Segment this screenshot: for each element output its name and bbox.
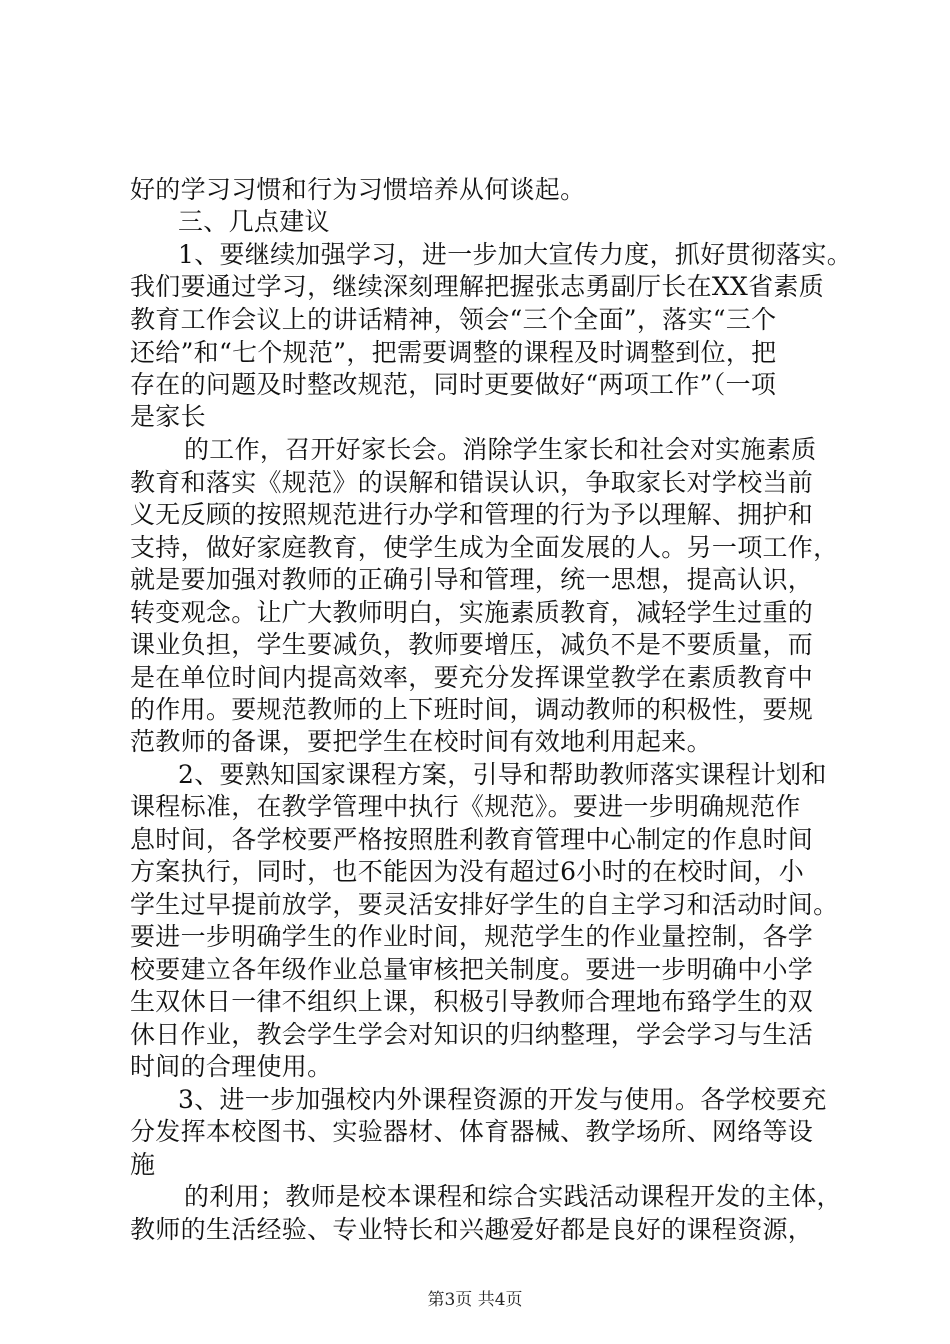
text-line: 支持，做好家庭教育，使学生成为全面发展的人。另一项工作， xyxy=(130,533,839,562)
text-line: 范教师的备课，要把学生在校时间有效地利用起来。 xyxy=(130,727,712,756)
text-line: 方案执行，同时，也不能因为没有超过6小时的在校时间，小 xyxy=(130,857,805,886)
page-number-footer: 第3页 共4页 xyxy=(427,1290,523,1310)
text-line: 课业负担，学生要减负，教师要增压，减负不是不要质量，而 xyxy=(130,630,814,659)
text-line: 教育和落实《规范》的误解和错误认识，争取家长对学校当前 xyxy=(130,468,814,497)
text-line: 的利用；教师是校本课程和综合实践活动课程开发的主体， xyxy=(184,1182,842,1211)
text-line: 3、进一步加强校内外课程资源的开发与使用。各学校要充 xyxy=(178,1085,827,1114)
text-line: 教师的生活经验、专业特长和兴趣爱好都是良好的课程资源， xyxy=(130,1215,814,1244)
text-line: 是家长 xyxy=(130,402,206,431)
text-line: 义无反顾的按照规范进行办学和管理的行为予以理解、拥护和 xyxy=(130,500,814,529)
text-line: 好的学习习惯和行为习惯培养从何谈起。 xyxy=(130,175,586,204)
text-line: 的工作，召开好家长会。消除学生家长和社会对实施素质 xyxy=(184,435,817,464)
text-line: 生双休日一律不组织上课，积极引导教师合理地布臵学生的双 xyxy=(130,987,814,1016)
text-line: 存在的问题及时整改规范，同时更要做好“两项工作”（一项 xyxy=(130,370,777,399)
text-line: 时间的合理使用。 xyxy=(130,1052,333,1081)
text-line: 的作用。要规范教师的上下班时间，调动教师的积极性，要规 xyxy=(130,695,814,724)
text-line: 施 xyxy=(130,1150,156,1179)
text-line: 分发挥本校图书、实验器材、体育器械、教学场所、网络等设 xyxy=(130,1117,814,1146)
text-line: 休日作业，教会学生学会对知识的归纳整理，学会学习与生活 xyxy=(130,1020,814,1049)
text-line: 是在单位时间内提高效率，要充分发挥课堂教学在素质教育中 xyxy=(130,663,814,692)
text-line: 还给”和“七个规范”，把需要调整的课程及时调整到位，把 xyxy=(130,338,777,367)
text-line: 教育工作会议上的讲话精神，领会“三个全面”，落实“三个 xyxy=(130,305,777,334)
text-line: 就是要加强对教师的正确引导和管理，统一思想，提高认识， xyxy=(130,565,814,594)
text-line: 2、要熟知国家课程方案，引导和帮助教师落实课程计划和 xyxy=(178,760,827,789)
text-line: 我们要通过学习，继续深刻理解把握张志勇副厅长在XX省素质 xyxy=(130,272,824,301)
text-line: 1、要继续加强学习，进一步加大宣传力度，抓好贯彻落实。 xyxy=(178,240,853,269)
text-line: 要进一步明确学生的作业时间，规范学生的作业量控制，各学 xyxy=(130,922,814,951)
text-line: 校要建立各年级作业总量审核把关制度。要进一步明确中小学 xyxy=(130,955,814,984)
text-line: 学生过早提前放学，要灵活安排好学生的自主学习和活动时间。 xyxy=(130,890,839,919)
text-line: 息时间，各学校要严格按照胜利教育管理中心制定的作息时间 xyxy=(130,825,814,854)
section-heading: 三、几点建议 xyxy=(178,207,330,236)
text-line: 课程标准，在教学管理中执行《规范》。要进一步明确规范作 xyxy=(130,792,801,821)
text-line: 转变观念。让广大教师明白，实施素质教育，减轻学生过重的 xyxy=(130,598,814,627)
